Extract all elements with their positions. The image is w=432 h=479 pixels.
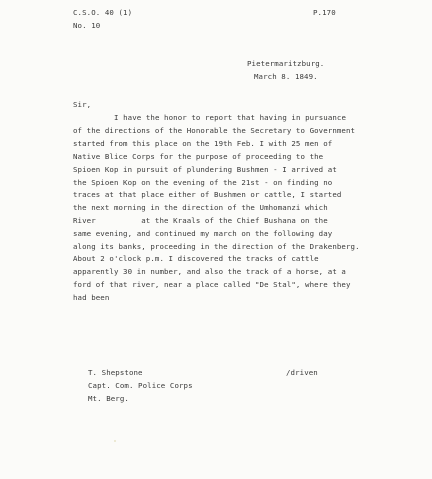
body-line: the Spioen Kop on the evening of the 21st - on finding no	[73, 178, 333, 187]
body-line: had been	[73, 293, 110, 302]
salutation: Sir,	[73, 100, 92, 109]
body-line: apparently 30 in number, and also the track of a horse, at a	[73, 267, 346, 276]
body-line: Native Blice Corps for the purpose of proceeding to the	[73, 152, 324, 161]
body-line: ford of that river, near a place called "De Stal", where they	[73, 280, 351, 289]
signature-location: Mt. Berg.	[88, 394, 129, 403]
place-line: Pietermaritzburg.	[247, 59, 325, 68]
body-line: same evening, and continued my march on the following day	[73, 229, 333, 238]
body-line: started from this place on the 19th Feb. I with 25 men of	[73, 139, 333, 148]
reference-number: C.S.O. 40 (1)	[73, 8, 133, 17]
body-line: About 2 o'clock p.m. I discovered the tracks of cattle	[73, 254, 319, 263]
body-line: traces at that place either of Bushmen or cattle, I started	[73, 190, 342, 199]
signature-name: T. Shepstone	[88, 368, 143, 377]
page-number: P.170	[313, 8, 336, 17]
date-line: March 8. 1849.	[254, 72, 318, 81]
body-line: of the directions of the Honorable the Secretary to Government	[73, 126, 356, 135]
body-line: along its banks, proceeding in the direction of the Drakenberg.	[73, 242, 360, 251]
body-line: River at the Kraals of the Chief Bushana on the	[73, 216, 328, 225]
paper-speck	[114, 440, 116, 442]
body-line: the next morning in the direction of the Umhomanzi which	[73, 203, 328, 212]
body-line: I have the honor to report that having in pursuance	[114, 113, 347, 122]
body-line: Spioen Kop in pursuit of plundering Bushmen - I arrived at	[73, 165, 337, 174]
signature-annotation: /driven	[286, 368, 318, 377]
signature-title: Capt. Com. Police Corps	[88, 381, 193, 390]
document-number: No. 10	[73, 21, 101, 30]
